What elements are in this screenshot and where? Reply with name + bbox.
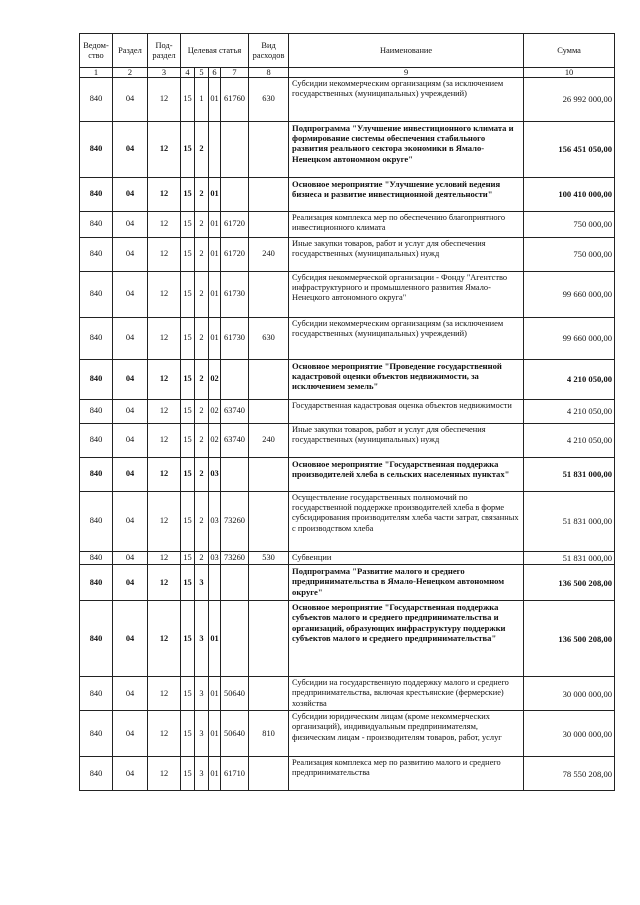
table-row <box>80 178 615 212</box>
cell-summa: 156 451 050,00 <box>524 122 615 178</box>
cell-razdel: 04 <box>113 238 148 272</box>
cell-summa: 750 000,00 <box>524 238 615 272</box>
cell-razdel: 04 <box>113 677 148 711</box>
cell-naimenovanie: Субсидии юридическим лицам (кроме некоммерческих организаций), индивидуальным предпринимателям, физическим лицам - производителям товаров, работ, услуг <box>289 711 524 757</box>
table-row <box>80 601 615 677</box>
cell-vid-rashodov <box>249 677 289 711</box>
cell-summa: 78 550 208,00 <box>524 757 615 791</box>
cell-program: 15 <box>181 601 195 677</box>
table-row <box>80 78 615 122</box>
cell-vedomstvo: 840 <box>80 711 113 757</box>
cell-direction <box>221 601 249 677</box>
cell-event: 03 <box>209 458 221 492</box>
cell-podrazdel: 12 <box>148 360 181 400</box>
cell-direction: 50640 <box>221 711 249 757</box>
cell-event: 01 <box>209 601 221 677</box>
cell-subprogram: 2 <box>195 492 209 552</box>
cell-podrazdel: 12 <box>148 424 181 458</box>
cell-subprogram: 3 <box>195 711 209 757</box>
cell-program: 15 <box>181 711 195 757</box>
cell-razdel: 04 <box>113 601 148 677</box>
cell-vid-rashodov <box>249 122 289 178</box>
cell-summa: 30 000 000,00 <box>524 711 615 757</box>
cell-program: 15 <box>181 757 195 791</box>
cell-vid-rashodov <box>249 178 289 212</box>
table-row <box>80 122 615 178</box>
cell-program: 15 <box>181 424 195 458</box>
col-number: 10 <box>524 68 615 78</box>
cell-razdel: 04 <box>113 360 148 400</box>
cell-vid-rashodov <box>249 565 289 601</box>
cell-razdel: 04 <box>113 178 148 212</box>
cell-event: 02 <box>209 360 221 400</box>
cell-direction: 50640 <box>221 677 249 711</box>
cell-razdel: 04 <box>113 78 148 122</box>
cell-vid-rashodov <box>249 360 289 400</box>
cell-podrazdel: 12 <box>148 601 181 677</box>
cell-direction <box>221 458 249 492</box>
cell-program: 15 <box>181 122 195 178</box>
cell-event: 01 <box>209 272 221 318</box>
cell-naimenovanie: Субсидии некоммерческим организациям (за исключением государственных (муниципальных) учреждений) <box>289 78 524 122</box>
col-number: 8 <box>249 68 289 78</box>
header-naimenovanie: Наименование <box>289 34 524 68</box>
cell-direction <box>221 360 249 400</box>
cell-summa: 100 410 000,00 <box>524 178 615 212</box>
cell-program: 15 <box>181 552 195 565</box>
table-row <box>80 272 615 318</box>
cell-summa: 99 660 000,00 <box>524 272 615 318</box>
column-numbers-row <box>80 68 615 78</box>
cell-summa: 750 000,00 <box>524 212 615 238</box>
cell-vedomstvo: 840 <box>80 757 113 791</box>
cell-subprogram: 2 <box>195 318 209 360</box>
cell-vedomstvo: 840 <box>80 318 113 360</box>
cell-naimenovanie: Осуществление государственных полномочий по государственной поддержке производителей хлеба в форме субсидирования производителям хлеба части затрат, связанных с производством хлеба <box>289 492 524 552</box>
cell-direction: 63740 <box>221 400 249 424</box>
header-vedomstvo: Ведом-ство <box>80 34 113 68</box>
cell-program: 15 <box>181 78 195 122</box>
cell-program: 15 <box>181 677 195 711</box>
cell-vid-rashodov <box>249 492 289 552</box>
cell-naimenovanie: Основное мероприятие "Проведение государственной кадастровой оценки объектов недвижимости, за исключением земель" <box>289 360 524 400</box>
cell-vid-rashodov <box>249 272 289 318</box>
cell-vedomstvo: 840 <box>80 677 113 711</box>
cell-podrazdel: 12 <box>148 238 181 272</box>
cell-vid-rashodov: 630 <box>249 318 289 360</box>
header-podrazdel: Под-раздел <box>148 34 181 68</box>
cell-podrazdel: 12 <box>148 272 181 318</box>
cell-summa: 4 210 050,00 <box>524 424 615 458</box>
cell-summa: 4 210 050,00 <box>524 400 615 424</box>
cell-vedomstvo: 840 <box>80 601 113 677</box>
cell-program: 15 <box>181 492 195 552</box>
cell-podrazdel: 12 <box>148 552 181 565</box>
cell-subprogram: 2 <box>195 122 209 178</box>
cell-vedomstvo: 840 <box>80 400 113 424</box>
cell-podrazdel: 12 <box>148 677 181 711</box>
cell-vid-rashodov: 530 <box>249 552 289 565</box>
cell-podrazdel: 12 <box>148 318 181 360</box>
table-row <box>80 492 615 552</box>
cell-naimenovanie: Реализация комплекса мер по обеспечению благоприятного инвестиционного климата <box>289 212 524 238</box>
cell-event: 01 <box>209 238 221 272</box>
cell-vedomstvo: 840 <box>80 212 113 238</box>
cell-direction <box>221 178 249 212</box>
cell-event: 01 <box>209 677 221 711</box>
cell-summa: 99 660 000,00 <box>524 318 615 360</box>
cell-event <box>209 122 221 178</box>
cell-event: 02 <box>209 400 221 424</box>
col-number: 5 <box>195 68 209 78</box>
cell-vedomstvo: 840 <box>80 78 113 122</box>
cell-razdel: 04 <box>113 122 148 178</box>
cell-razdel: 04 <box>113 318 148 360</box>
cell-summa: 51 831 000,00 <box>524 492 615 552</box>
cell-summa: 4 210 050,00 <box>524 360 615 400</box>
table-row <box>80 212 615 238</box>
cell-naimenovanie: Субвенции <box>289 552 524 565</box>
col-number: 6 <box>209 68 221 78</box>
cell-razdel: 04 <box>113 424 148 458</box>
cell-event: 01 <box>209 178 221 212</box>
cell-podrazdel: 12 <box>148 458 181 492</box>
cell-summa: 136 500 208,00 <box>524 565 615 601</box>
cell-direction: 61710 <box>221 757 249 791</box>
cell-event: 02 <box>209 424 221 458</box>
cell-naimenovanie: Иные закупки товаров, работ и услуг для обеспечения государственных (муниципальных) нужд <box>289 424 524 458</box>
cell-vid-rashodov: 810 <box>249 711 289 757</box>
cell-vid-rashodov <box>249 601 289 677</box>
cell-direction: 61730 <box>221 318 249 360</box>
cell-vedomstvo: 840 <box>80 458 113 492</box>
col-number: 1 <box>80 68 113 78</box>
cell-event: 03 <box>209 492 221 552</box>
cell-direction: 73260 <box>221 552 249 565</box>
cell-summa: 26 992 000,00 <box>524 78 615 122</box>
cell-razdel: 04 <box>113 400 148 424</box>
cell-subprogram: 2 <box>195 272 209 318</box>
cell-razdel: 04 <box>113 757 148 791</box>
cell-naimenovanie: Подпрограмма "Улучшение инвестиционного климата и формирование системы обеспечения стабильного развития реального сектора экономики в Ямало-Ненецком автономном округе" <box>289 122 524 178</box>
cell-podrazdel: 12 <box>148 711 181 757</box>
cell-subprogram: 3 <box>195 677 209 711</box>
cell-event: 01 <box>209 711 221 757</box>
table-row <box>80 238 615 272</box>
cell-naimenovanie: Реализация комплекса мер по развитию малого и среднего предпринимательства <box>289 757 524 791</box>
cell-vid-rashodov <box>249 757 289 791</box>
table-body <box>80 34 615 791</box>
table-row <box>80 552 615 565</box>
cell-subprogram: 2 <box>195 238 209 272</box>
cell-podrazdel: 12 <box>148 78 181 122</box>
header-celevaya-statya: Целевая статья <box>181 34 249 68</box>
table-row <box>80 400 615 424</box>
cell-subprogram: 2 <box>195 552 209 565</box>
cell-podrazdel: 12 <box>148 178 181 212</box>
col-number: 2 <box>113 68 148 78</box>
cell-naimenovanie: Субсидии некоммерческим организациям (за исключением государственных (муниципальных) учреждений) <box>289 318 524 360</box>
cell-razdel: 04 <box>113 711 148 757</box>
cell-subprogram: 3 <box>195 757 209 791</box>
cell-naimenovanie: Государственная кадастровая оценка объектов недвижимости <box>289 400 524 424</box>
table-row <box>80 360 615 400</box>
cell-vid-rashodov: 630 <box>249 78 289 122</box>
cell-direction <box>221 122 249 178</box>
cell-program: 15 <box>181 458 195 492</box>
cell-naimenovanie: Основное мероприятие "Государственная поддержка субъектов малого и среднего предпринимательства и организаций, образующих инфраструктуру поддержки субъектов малого и среднего предпринимательства" <box>289 601 524 677</box>
header-row <box>80 34 615 68</box>
cell-program: 15 <box>181 238 195 272</box>
cell-direction <box>221 565 249 601</box>
cell-event: 01 <box>209 78 221 122</box>
cell-vedomstvo: 840 <box>80 122 113 178</box>
cell-vedomstvo: 840 <box>80 272 113 318</box>
cell-vid-rashodov: 240 <box>249 424 289 458</box>
cell-naimenovanie: Субсидия некоммерческой организации - Фонду "Агентство инфраструктурного и промышленного развития Ямало-Ненецкого автономного округа" <box>289 272 524 318</box>
cell-razdel: 04 <box>113 552 148 565</box>
cell-event <box>209 565 221 601</box>
col-number: 3 <box>148 68 181 78</box>
cell-vedomstvo: 840 <box>80 552 113 565</box>
cell-summa: 51 831 000,00 <box>524 552 615 565</box>
col-number: 4 <box>181 68 195 78</box>
cell-direction: 61720 <box>221 238 249 272</box>
cell-podrazdel: 12 <box>148 492 181 552</box>
cell-subprogram: 2 <box>195 360 209 400</box>
cell-program: 15 <box>181 212 195 238</box>
cell-summa: 136 500 208,00 <box>524 601 615 677</box>
table-row <box>80 757 615 791</box>
cell-podrazdel: 12 <box>148 757 181 791</box>
cell-program: 15 <box>181 178 195 212</box>
cell-vedomstvo: 840 <box>80 360 113 400</box>
cell-vid-rashodov <box>249 458 289 492</box>
cell-subprogram: 2 <box>195 458 209 492</box>
header-razdel: Раздел <box>113 34 148 68</box>
cell-razdel: 04 <box>113 272 148 318</box>
cell-razdel: 04 <box>113 458 148 492</box>
cell-naimenovanie: Иные закупки товаров, работ и услуг для обеспечения государственных (муниципальных) нужд <box>289 238 524 272</box>
cell-vid-rashodov <box>249 212 289 238</box>
cell-vid-rashodov <box>249 400 289 424</box>
cell-podrazdel: 12 <box>148 565 181 601</box>
table-row <box>80 711 615 757</box>
cell-summa: 51 831 000,00 <box>524 458 615 492</box>
cell-vedomstvo: 840 <box>80 238 113 272</box>
cell-vedomstvo: 840 <box>80 178 113 212</box>
cell-program: 15 <box>181 400 195 424</box>
table-row <box>80 458 615 492</box>
cell-summa: 30 000 000,00 <box>524 677 615 711</box>
cell-subprogram: 1 <box>195 78 209 122</box>
cell-subprogram: 3 <box>195 565 209 601</box>
cell-podrazdel: 12 <box>148 212 181 238</box>
cell-event: 01 <box>209 757 221 791</box>
col-number: 9 <box>289 68 524 78</box>
cell-naimenovanie: Основное мероприятие "Государственная поддержка производителей хлеба в сельских населенных пунктах" <box>289 458 524 492</box>
header-vid-rashodov: Вид расходов <box>249 34 289 68</box>
cell-razdel: 04 <box>113 565 148 601</box>
cell-subprogram: 2 <box>195 178 209 212</box>
col-number: 7 <box>221 68 249 78</box>
table-row <box>80 565 615 601</box>
table-row <box>80 677 615 711</box>
cell-event: 01 <box>209 212 221 238</box>
cell-direction: 73260 <box>221 492 249 552</box>
budget-table <box>79 33 615 791</box>
cell-naimenovanie: Субсидии на государственную поддержку малого и среднего предпринимательства, включая крестьянские (фермерские) хозяйства <box>289 677 524 711</box>
cell-podrazdel: 12 <box>148 400 181 424</box>
table-row <box>80 424 615 458</box>
cell-vedomstvo: 840 <box>80 492 113 552</box>
header-summa: Сумма <box>524 34 615 68</box>
cell-podrazdel: 12 <box>148 122 181 178</box>
table-row <box>80 318 615 360</box>
cell-subprogram: 2 <box>195 424 209 458</box>
cell-razdel: 04 <box>113 492 148 552</box>
cell-event: 01 <box>209 318 221 360</box>
cell-subprogram: 2 <box>195 400 209 424</box>
cell-program: 15 <box>181 565 195 601</box>
cell-naimenovanie: Основное мероприятие "Улучшение условий ведения бизнеса и развитие инвестиционной деятельности" <box>289 178 524 212</box>
cell-subprogram: 2 <box>195 212 209 238</box>
cell-event: 03 <box>209 552 221 565</box>
cell-program: 15 <box>181 272 195 318</box>
cell-direction: 61720 <box>221 212 249 238</box>
cell-direction: 61730 <box>221 272 249 318</box>
cell-program: 15 <box>181 360 195 400</box>
cell-vedomstvo: 840 <box>80 424 113 458</box>
cell-vid-rashodov: 240 <box>249 238 289 272</box>
cell-vedomstvo: 840 <box>80 565 113 601</box>
cell-direction: 63740 <box>221 424 249 458</box>
cell-direction: 61760 <box>221 78 249 122</box>
cell-naimenovanie: Подпрограмма "Развитие малого и среднего предпринимательства в Ямало-Ненецком автономном округе" <box>289 565 524 601</box>
cell-razdel: 04 <box>113 212 148 238</box>
cell-program: 15 <box>181 318 195 360</box>
cell-subprogram: 3 <box>195 601 209 677</box>
